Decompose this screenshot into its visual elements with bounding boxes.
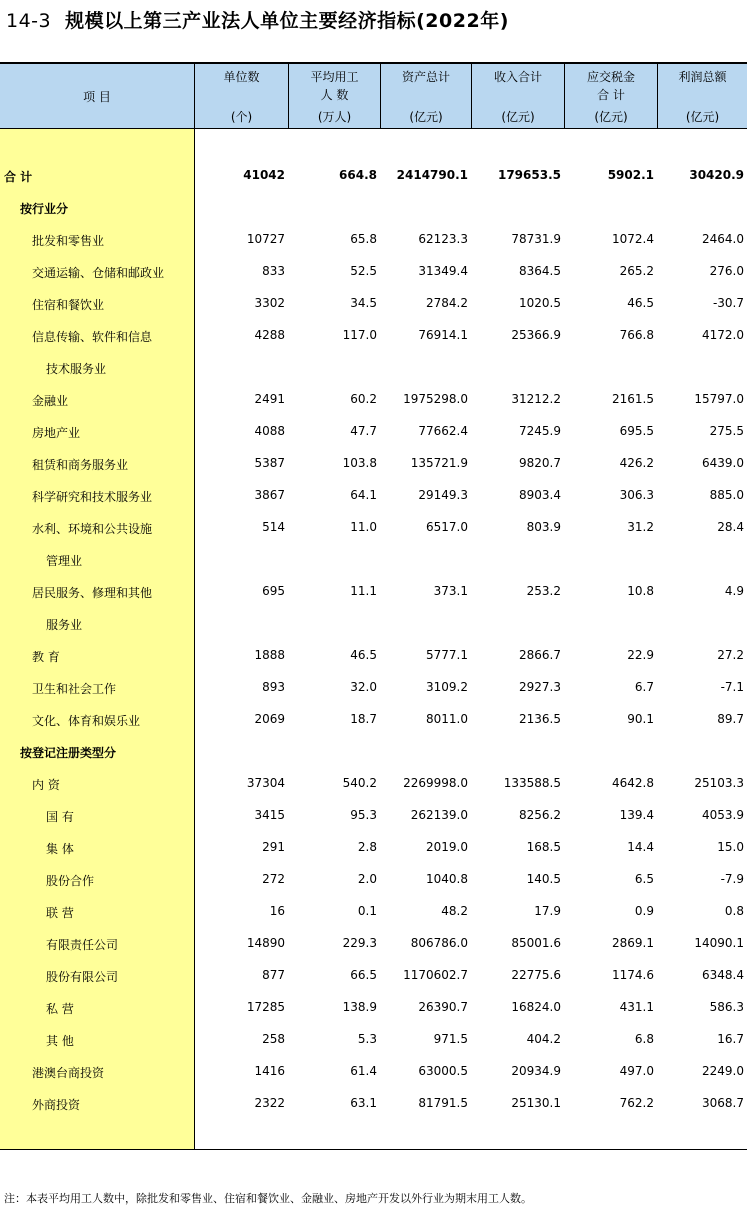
row-value-col-5: 25103.3	[694, 776, 744, 790]
row-value-col-2: 2784.2	[426, 296, 468, 310]
header-col-5-line-2: (亿元)	[685, 110, 720, 124]
row-value-col-0: 10727	[246, 232, 285, 246]
header-col-3-line-2: (亿元)	[501, 110, 535, 124]
row-label: 交通运输、仓储和邮政业	[32, 266, 165, 280]
row-value-col-3: 17.9	[534, 904, 561, 918]
row-value-col-3: 803.9	[526, 520, 561, 534]
row-label: 股份合作	[46, 874, 95, 888]
row-value-col-0: 695	[262, 584, 285, 598]
table-row	[0, 224, 747, 256]
row-label: 按登记注册类型分	[20, 746, 117, 760]
header-col-3-line-0: 收入合计	[493, 70, 542, 84]
row-label: 居民服务、修理和其他	[32, 586, 153, 600]
header-item-label: 项 目	[83, 90, 111, 104]
row-value-col-2: 1040.8	[426, 872, 468, 886]
table-row	[0, 1024, 747, 1056]
row-value-col-4: 139.4	[619, 808, 654, 822]
row-value-col-2: 76914.1	[418, 328, 468, 342]
row-value-col-4: 5902.1	[607, 168, 654, 182]
row-value-col-2: 77662.4	[418, 424, 468, 438]
row-value-col-1: 34.5	[350, 296, 377, 310]
row-value-col-1: 61.4	[350, 1064, 377, 1078]
row-value-col-3: 85001.6	[511, 936, 561, 950]
row-value-col-1: 63.1	[350, 1096, 377, 1110]
row-label: 有限责任公司	[46, 938, 119, 952]
row-value-col-3: 25366.9	[511, 328, 561, 342]
row-value-col-5: 3068.7	[702, 1096, 744, 1110]
row-value-col-5: -7.1	[720, 680, 744, 694]
row-value-col-3: 253.2	[526, 584, 561, 598]
row-value-col-0: 14890	[246, 936, 285, 950]
row-value-col-2: 1975298.0	[403, 392, 468, 406]
row-value-col-4: 31.2	[627, 520, 654, 534]
row-label: 住宿和餐饮业	[32, 298, 105, 312]
row-value-col-3: 2866.7	[519, 648, 561, 662]
row-value-col-2: 373.1	[433, 584, 468, 598]
row-value-col-1: 2.0	[357, 872, 377, 886]
table-row	[0, 384, 747, 416]
row-value-col-5: 27.2	[717, 648, 744, 662]
row-value-col-3: 140.5	[526, 872, 561, 886]
row-value-col-0: 2322	[254, 1096, 285, 1110]
row-value-col-3: 9820.7	[519, 456, 561, 470]
table-number: 14-3	[6, 10, 52, 32]
row-value-col-1: 65.8	[350, 232, 377, 246]
row-value-col-0: 3867	[254, 488, 285, 502]
row-value-col-0: 893	[262, 680, 285, 694]
row-value-col-5: 4.9	[724, 584, 744, 598]
header-col-1-line-0: 平均用工	[310, 70, 359, 84]
row-value-col-1: 18.7	[350, 712, 377, 726]
row-label: 联 营	[46, 906, 74, 920]
row-value-col-5: 2464.0	[702, 232, 744, 246]
row-label: 外商投资	[32, 1098, 81, 1112]
header-col-0-line-0: 单位数	[223, 70, 260, 84]
row-value-col-4: 22.9	[627, 648, 654, 662]
header-col-4-line-0: 应交税金	[586, 70, 635, 84]
row-value-col-1: 46.5	[350, 648, 377, 662]
header-col-4-line-1: 合 计	[597, 88, 625, 102]
table-row	[0, 800, 747, 832]
header-col-4	[564, 64, 657, 128]
row-value-col-2: 63000.5	[418, 1064, 468, 1078]
table-row	[0, 704, 747, 736]
table-row	[0, 288, 747, 320]
row-value-col-2: 48.2	[441, 904, 468, 918]
row-value-col-4: 6.7	[634, 680, 654, 694]
row-value-col-5: 15.0	[717, 840, 744, 854]
row-label: 服务业	[46, 618, 83, 632]
row-value-col-2: 971.5	[433, 1032, 468, 1046]
row-value-col-3: 8364.5	[519, 264, 561, 278]
row-value-col-0: 5387	[254, 456, 285, 470]
row-value-col-4: 10.8	[627, 584, 654, 598]
row-label: 租赁和商务服务业	[32, 458, 129, 472]
page-title	[6, 6, 509, 33]
row-value-col-0: 877	[262, 968, 285, 982]
row-value-col-5: 276.0	[709, 264, 744, 278]
header-col-5	[657, 64, 747, 128]
row-value-col-2: 135721.9	[410, 456, 468, 470]
table-row	[0, 832, 747, 864]
row-value-col-4: 46.5	[627, 296, 654, 310]
header-col-2	[380, 64, 471, 128]
row-value-col-5: 275.5	[709, 424, 744, 438]
table-row	[0, 768, 747, 800]
row-value-col-0: 3302	[254, 296, 285, 310]
row-value-col-1: 103.8	[342, 456, 377, 470]
row-value-col-2: 31349.4	[418, 264, 468, 278]
table-row	[0, 256, 747, 288]
row-value-col-3: 133588.5	[503, 776, 561, 790]
row-value-col-0: 2069	[254, 712, 285, 726]
row-value-col-4: 762.2	[619, 1096, 654, 1110]
row-value-col-0: 3415	[254, 808, 285, 822]
header-col-0-line-2: (个)	[230, 110, 253, 124]
table-row	[0, 160, 747, 192]
row-value-col-3: 78731.9	[511, 232, 561, 246]
row-value-col-0: 16	[269, 904, 285, 918]
row-value-col-3: 2927.3	[519, 680, 561, 694]
row-label: 集 体	[46, 842, 74, 856]
table-row	[0, 544, 747, 576]
row-value-col-4: 265.2	[619, 264, 654, 278]
header-col-2-line-2: (亿元)	[409, 110, 443, 124]
row-value-col-3: 179653.5	[497, 168, 561, 182]
row-value-col-1: 66.5	[350, 968, 377, 982]
row-label: 水利、环境和公共设施	[32, 522, 153, 536]
table-row	[0, 576, 747, 608]
row-value-col-2: 2414790.1	[396, 168, 468, 182]
row-value-col-5: -30.7	[712, 296, 744, 310]
row-value-col-4: 1174.6	[612, 968, 654, 982]
table-row	[0, 192, 747, 224]
row-value-col-0: 37304	[246, 776, 285, 790]
row-value-col-4: 431.1	[619, 1000, 654, 1014]
row-label: 科学研究和技术服务业	[32, 490, 153, 504]
row-value-col-5: 885.0	[709, 488, 744, 502]
row-value-col-1: 64.1	[350, 488, 377, 502]
row-value-col-1: 52.5	[350, 264, 377, 278]
row-value-col-2: 5777.1	[426, 648, 468, 662]
header-col-1-line-1: 人 数	[320, 88, 349, 102]
row-value-col-2: 8011.0	[426, 712, 468, 726]
row-value-col-2: 3109.2	[426, 680, 468, 694]
row-value-col-2: 62123.3	[418, 232, 468, 246]
row-value-col-3: 25130.1	[511, 1096, 561, 1110]
row-value-col-2: 1170602.7	[403, 968, 468, 982]
row-value-col-2: 29149.3	[418, 488, 468, 502]
row-value-col-2: 81791.5	[418, 1096, 468, 1110]
row-value-col-3: 7245.9	[519, 424, 561, 438]
table-row	[0, 416, 747, 448]
row-label: 金融业	[32, 394, 69, 408]
row-value-col-5: 4172.0	[702, 328, 744, 342]
row-value-col-5: 15797.0	[694, 392, 744, 406]
row-value-col-5: 586.3	[709, 1000, 744, 1014]
row-label: 卫生和社会工作	[32, 682, 117, 696]
row-value-col-3: 168.5	[526, 840, 561, 854]
table-row	[0, 736, 747, 768]
row-value-col-3: 20934.9	[511, 1064, 561, 1078]
table-row	[0, 672, 747, 704]
bottom-rule	[0, 1149, 747, 1150]
table-row	[0, 1088, 747, 1120]
table-row	[0, 480, 747, 512]
row-value-col-4: 14.4	[627, 840, 654, 854]
row-value-col-3: 22775.6	[511, 968, 561, 982]
row-label: 港澳台商投资	[32, 1066, 105, 1080]
row-value-col-2: 2269998.0	[403, 776, 468, 790]
row-label: 信息传输、软件和信息	[32, 330, 153, 344]
row-value-col-1: 32.0	[350, 680, 377, 694]
row-value-col-0: 272	[262, 872, 285, 886]
row-value-col-1: 47.7	[350, 424, 377, 438]
row-label: 其 他	[46, 1034, 74, 1048]
row-value-col-4: 6.8	[634, 1032, 654, 1046]
row-value-col-1: 138.9	[342, 1000, 377, 1014]
footnote: 注：本表平均用工人数中，除批发和零售业、住宿和餐饮业、金融业、房地产开发以外行业为期末用工人数。	[4, 1192, 532, 1205]
row-value-col-0: 2491	[254, 392, 285, 406]
table-row	[0, 928, 747, 960]
row-value-col-0: 833	[262, 264, 285, 278]
row-value-col-5: 14090.1	[694, 936, 744, 950]
row-value-col-3: 2136.5	[519, 712, 561, 726]
row-value-col-4: 306.3	[619, 488, 654, 502]
row-value-col-1: 11.1	[350, 584, 377, 598]
row-value-col-5: 89.7	[717, 712, 744, 726]
table-row	[0, 992, 747, 1024]
row-value-col-5: 30420.9	[689, 168, 744, 182]
table-row	[0, 640, 747, 672]
row-value-col-5: 4053.9	[702, 808, 744, 822]
row-value-col-4: 6.5	[634, 872, 654, 886]
row-label: 批发和零售业	[32, 234, 105, 248]
row-label: 合 计	[4, 170, 33, 184]
row-label: 内 资	[32, 778, 60, 792]
row-value-col-1: 117.0	[342, 328, 377, 342]
row-label: 私 营	[46, 1002, 74, 1016]
row-value-col-3: 31212.2	[511, 392, 561, 406]
row-value-col-5: 28.4	[717, 520, 744, 534]
row-value-col-2: 262139.0	[410, 808, 468, 822]
row-value-col-5: -7.9	[720, 872, 744, 886]
row-label: 文化、体育和娱乐业	[32, 714, 141, 728]
row-value-col-1: 60.2	[350, 392, 377, 406]
row-value-col-5: 16.7	[717, 1032, 744, 1046]
row-value-col-4: 2161.5	[612, 392, 654, 406]
row-label: 国 有	[46, 810, 74, 824]
table-title: 规模以上第三产业法人单位主要经济指标(2022年)	[65, 10, 509, 32]
row-value-col-4: 90.1	[627, 712, 654, 726]
row-label: 股份有限公司	[46, 970, 119, 984]
row-value-col-3: 16824.0	[511, 1000, 561, 1014]
row-value-col-4: 2869.1	[612, 936, 654, 950]
row-value-col-1: 664.8	[339, 168, 377, 182]
row-value-col-0: 4088	[254, 424, 285, 438]
row-value-col-3: 404.2	[526, 1032, 561, 1046]
row-value-col-5: 0.8	[724, 904, 744, 918]
row-value-col-0: 17285	[246, 1000, 285, 1014]
row-value-col-4: 766.8	[619, 328, 654, 342]
row-value-col-0: 291	[262, 840, 285, 854]
header-col-5-line-0: 利润总额	[678, 70, 727, 84]
row-label: 房地产业	[32, 426, 81, 440]
table-row	[0, 448, 747, 480]
row-value-col-2: 6517.0	[426, 520, 468, 534]
row-label: 管理业	[46, 554, 83, 568]
header-item-cell	[0, 64, 194, 128]
row-value-col-0: 41042	[243, 168, 285, 182]
header-col-0	[194, 64, 288, 128]
row-value-col-0: 258	[262, 1032, 285, 1046]
row-value-col-4: 1072.4	[612, 232, 654, 246]
row-value-col-5: 6439.0	[702, 456, 744, 470]
header-col-4-line-2: (亿元)	[594, 110, 628, 124]
header-col-1	[288, 64, 380, 128]
row-label: 技术服务业	[46, 362, 107, 376]
table-row	[0, 1056, 747, 1088]
table-row	[0, 896, 747, 928]
row-value-col-1: 5.3	[357, 1032, 377, 1046]
row-value-col-0: 514	[262, 520, 285, 534]
row-value-col-2: 2019.0	[426, 840, 468, 854]
row-value-col-4: 695.5	[619, 424, 654, 438]
row-value-col-1: 2.8	[357, 840, 377, 854]
table-row	[0, 352, 747, 384]
header-col-1-line-2: (万人)	[317, 110, 352, 124]
row-value-col-4: 426.2	[619, 456, 654, 470]
table-row	[0, 608, 747, 640]
table-header	[0, 64, 747, 129]
row-value-col-2: 806786.0	[410, 936, 468, 950]
row-value-col-5: 2249.0	[702, 1064, 744, 1078]
table-row	[0, 960, 747, 992]
row-value-col-1: 95.3	[350, 808, 377, 822]
row-value-col-3: 8256.2	[519, 808, 561, 822]
row-value-col-1: 11.0	[350, 520, 377, 534]
row-value-col-4: 4642.8	[612, 776, 654, 790]
row-value-col-3: 8903.4	[519, 488, 561, 502]
header-col-3	[471, 64, 564, 128]
table-row	[0, 320, 747, 352]
row-value-col-4: 0.9	[634, 904, 654, 918]
row-value-col-0: 1888	[254, 648, 285, 662]
row-value-col-1: 540.2	[342, 776, 377, 790]
row-value-col-3: 1020.5	[519, 296, 561, 310]
row-label: 按行业分	[20, 202, 69, 216]
table-row	[0, 512, 747, 544]
row-value-col-1: 229.3	[342, 936, 377, 950]
header-col-2-line-0: 资产总计	[401, 70, 450, 84]
row-value-col-0: 1416	[254, 1064, 285, 1078]
row-label: 教 育	[32, 650, 60, 664]
row-value-col-2: 26390.7	[418, 1000, 468, 1014]
row-value-col-5: 6348.4	[702, 968, 744, 982]
row-value-col-1: 0.1	[357, 904, 377, 918]
table-row	[0, 864, 747, 896]
row-value-col-0: 4288	[254, 328, 285, 342]
row-value-col-4: 497.0	[619, 1064, 654, 1078]
